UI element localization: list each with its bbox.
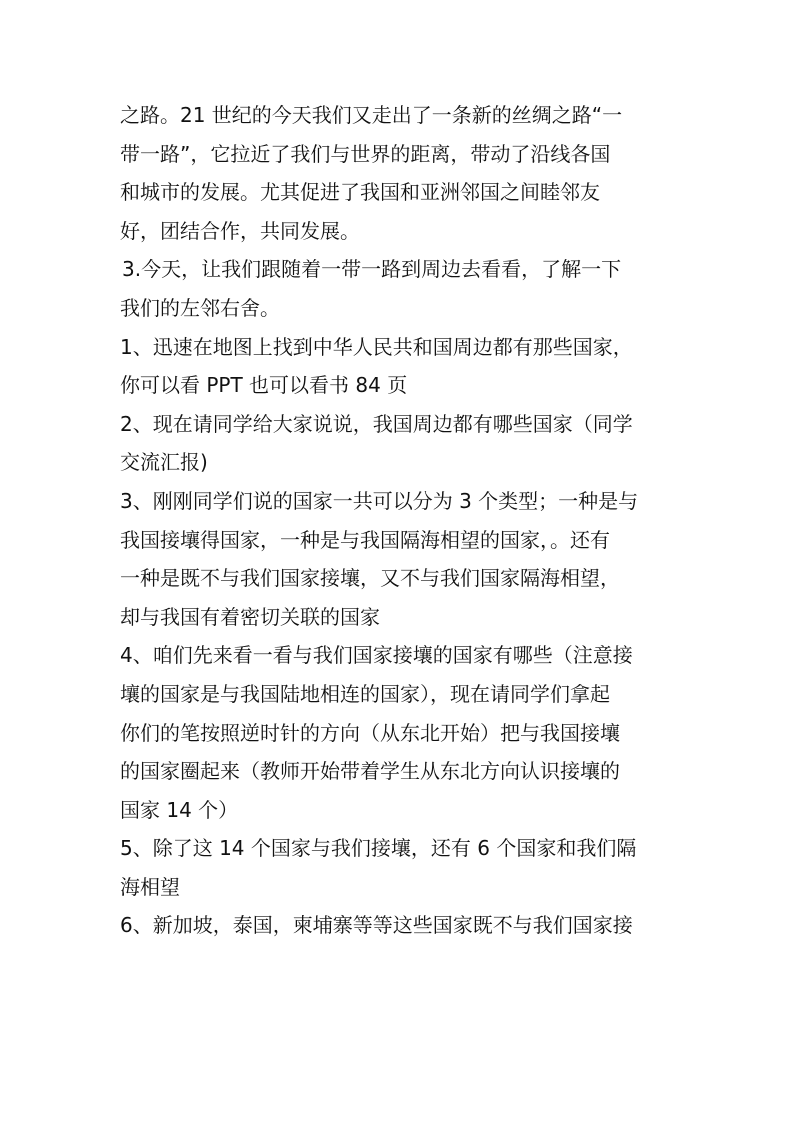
text-line: 我国接壤得国家，一种是与我国隔海相望的国家，。还有 <box>120 527 610 552</box>
text-line: 的国家圈起来（教师开始带着学生从东北方向认识接壤的 <box>120 759 620 784</box>
text-line: 壤的国家是与我国陆地相连的国家），现在请同学们拿起 <box>120 681 610 706</box>
text-line: 3.今天，让我们跟随着一带一路到周边去看看，了解一下 <box>122 257 622 282</box>
text-line: 3、刚刚同学们说的国家一共可以分为 3 个类型；一种是与 <box>120 488 639 513</box>
text-line: 6、新加坡，泰国，柬埔寨等等这些国家既不与我们国家接 <box>120 913 633 938</box>
text-line: 我们的左邻右舍。 <box>120 295 280 320</box>
text-line: 之路。21 世纪的今天我们又走出了一条新的丝绸之路“一 <box>120 103 623 127</box>
text-line: 好，团结合作，共同发展。 <box>120 218 360 243</box>
text-line: 5、除了这 14 个国家与我们接壤，还有 6 个国家和我们隔 <box>120 836 637 861</box>
text-line: 海相望 <box>120 874 180 899</box>
text-line: 你们的笔按照逆时针的方向（从东北开始）把与我国接壤 <box>120 720 620 745</box>
text-line: 交流汇报) <box>120 450 208 475</box>
text-line: 1、迅速在地图上找到中华人民共和国周边都有那些国家， <box>120 334 633 359</box>
text-line: 却与我国有着密切关联的国家 <box>120 604 380 629</box>
text-line: 和城市的发展。尤其促进了我国和亚洲邻国之间睦邻友 <box>120 180 600 205</box>
document-body <box>120 96 680 945</box>
text-line: 带一路”，它拉近了我们与世界的距离，带动了沿线各国 <box>120 141 611 166</box>
text-line: 国家 14 个） <box>120 797 239 822</box>
text-line: 你可以看 PPT 也可以看书 84 页 <box>120 373 408 398</box>
text-line: 4、咱们先来看一看与我们国家接壤的国家有哪些（注意接 <box>120 643 633 668</box>
text-line: 一种是既不与我们国家接壤，又不与我们国家隔海相望， <box>120 566 620 591</box>
text-line: 2、现在请同学给大家说说，我国周边都有哪些国家（同学 <box>120 411 633 436</box>
